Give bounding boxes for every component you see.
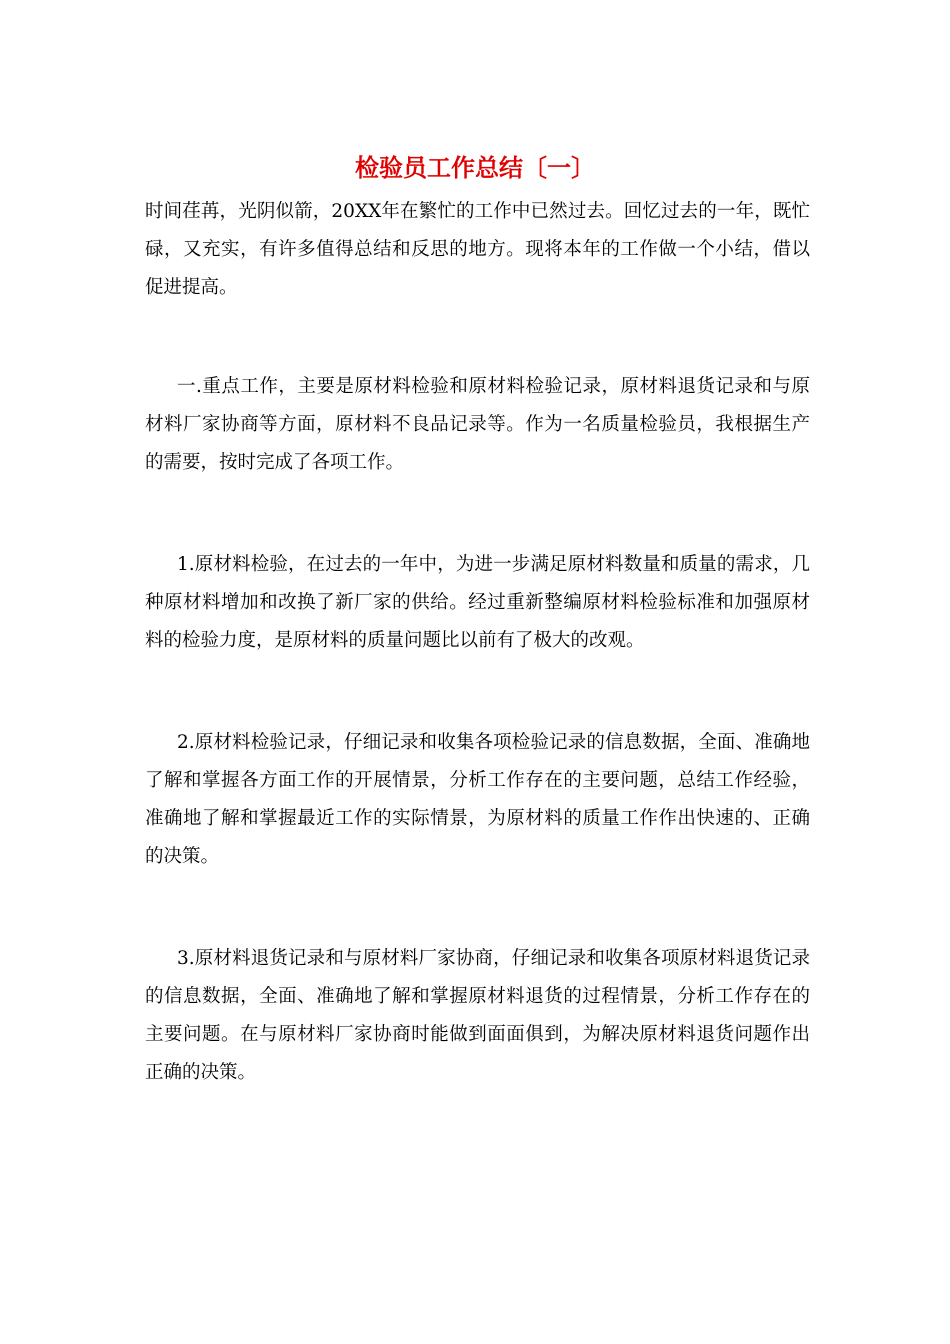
paragraph-key-work: 一.重点工作，主要是原材料检验和原材料检验记录，原材料退货记录和与原材料厂家协商等方面，原材料不良品记录等。作为一名质量检验员，我根据生产的需要，按时完成了各项工作。	[145, 376, 810, 473]
paragraph-material-inspection: 1.原材料检验，在过去的一年中，为进一步满足原材料数量和质量的需求，几种原材料增加和改换了新厂家的供给。经过重新整编原材料检验标准和加强原材料的检验力度，是原材料的质量问题比以前有了极大的改观。	[145, 554, 810, 651]
paragraph-return-records: 3.原材料退货记录和与原材料厂家协商，仔细记录和收集各项原材料退货记录的信息数据，全面、准确地了解和掌握原材料退货的过程情景，分析工作存在的主要问题。在与原材料厂家协商时能做到面面俱到，为解决原材料退货问题作出正确的决策。	[145, 948, 810, 1083]
paragraph-intro: 时间荏苒，光阴似箭，20XX年在繁忙的工作中已然过去。回忆过去的一年，既忙碌，又充实，有许多值得总结和反思的地方。现将本年的工作做一个小结，借以促进提高。	[145, 201, 810, 298]
paragraph-inspection-records: 2.原材料检验记录，仔细记录和收集各项检验记录的信息数据，全面、准确地了解和掌握各方面工作的开展情景，分析工作存在的主要问题，总结工作经验，准确地了解和掌握最近工作的实际情景，为原材料的质量工作作出快速的、正确的决策。	[145, 732, 810, 867]
document-title: 检验员工作总结〔一〕	[355, 154, 595, 182]
